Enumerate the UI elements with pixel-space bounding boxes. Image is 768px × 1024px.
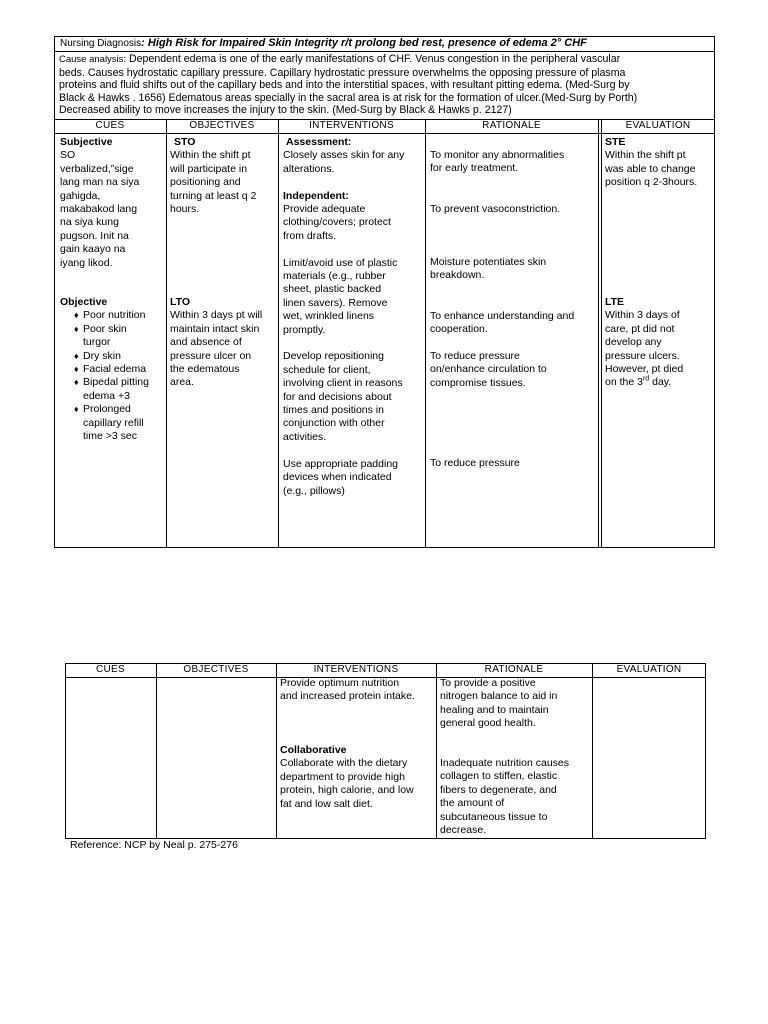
subjective-text [60, 149, 164, 270]
header-interventions: INTERVENTIONS [309, 120, 394, 131]
interventions-cell [283, 136, 424, 498]
list-item [74, 363, 164, 376]
cue-line: ♦ Poor nutrition [83, 309, 146, 322]
lte-cell [605, 296, 713, 390]
intervention-line: fat and low salt diet. [280, 797, 373, 810]
rationale-item [430, 457, 520, 470]
intervention-line: department to provide high [280, 770, 405, 783]
lte-line: pressure ulcers. [605, 349, 680, 362]
rationale-item [430, 256, 546, 283]
intervention-line: activities. [283, 430, 327, 443]
sto-line: Within the shift pt [170, 149, 251, 162]
lte-line: Within 3 days of [605, 309, 680, 322]
subjective-line: makabakod lang [60, 203, 138, 216]
intervention-line: alterations. [283, 162, 335, 175]
header-rationale: RATIONALE [484, 664, 544, 675]
collaborative-cell [280, 744, 435, 811]
lto-heading: LTO [170, 296, 191, 308]
cause-analysis-line: Black & Hawks . 1656) Edematous areas specially in the sacral area is at risk for the formation of ulcer.(Med-Surg by Porth) [59, 91, 638, 104]
list-item [74, 309, 164, 322]
subjective-line: verbalized,”sige [60, 162, 134, 175]
sto-line: turning at least q 2 [170, 189, 257, 202]
rationale-line: compromise tissues. [430, 376, 526, 389]
intervention-line: Closely asses skin for any [283, 149, 405, 162]
subjective-line: pugson. Init na [60, 229, 129, 242]
lto-line: Within 3 days pt will [170, 309, 263, 322]
intervention-line: conjunction with other [283, 417, 385, 430]
sto-line: will participate in [170, 162, 248, 175]
intervention-line: materials (e.g., rubber [283, 270, 386, 283]
sto-line: hours. [170, 203, 200, 216]
cue-line: ♦ Facial edema [83, 363, 147, 376]
assessment-heading: Assessment: [286, 136, 352, 148]
intervention-line: Develop repositioning [283, 350, 384, 363]
lto-line: and absence of [170, 336, 242, 349]
rationale-line: To provide a positive [440, 677, 536, 689]
intervention-line: wet, wrinkled linens [283, 310, 375, 323]
rationale-line: collagen to stiffen, elastic [440, 770, 558, 783]
rationale-line: Moisture potentiates skin [430, 256, 547, 268]
rationale-line: general good health. [440, 717, 536, 730]
rationale-line: on/enhance circulation to [430, 363, 547, 376]
header-cues: CUES [96, 664, 125, 675]
intervention-line: devices when indicated [283, 471, 392, 484]
intervention-line: schedule for client, [283, 363, 371, 376]
intervention-line: Collaborate with the dietary [280, 757, 408, 770]
cause-analysis-line: proteins and fluid shifts out of the capillary beds and into the interstitial spaces, with resultant pitting edema. (Med-Surg by [59, 79, 630, 92]
cues-cell [60, 136, 164, 270]
cue-line: ♦ Dry skin [83, 349, 121, 362]
rationale-line: healing and to maintain [440, 703, 549, 716]
interventions-cell-2 [280, 677, 435, 704]
objective-cues [60, 296, 164, 443]
lte-heading: LTE [605, 296, 625, 308]
rationale-line: cooperation. [430, 323, 488, 336]
intervention-line: for and decisions about [283, 390, 392, 403]
intervention-line: sheet, plastic backed [283, 283, 382, 296]
cue-line: time >3 sec [83, 430, 137, 443]
intervention-line: promptly. [283, 323, 326, 336]
intervention-line: protein, high calorie, and low [280, 784, 414, 797]
ordinal-suffix: rd [642, 375, 650, 383]
list-item [74, 376, 164, 403]
intervention-block [283, 257, 424, 337]
nursing-diagnosis-label: Nursing Diagnosis [60, 38, 142, 49]
lto-line: maintain intact skin [170, 322, 260, 335]
intervention-block [283, 350, 424, 444]
subjective-line: na siya kung [60, 216, 119, 229]
rationale-line: subcutaneous tissue to [440, 810, 548, 823]
intervention-line: (e.g., pillows) [283, 484, 345, 497]
lte-text: day. [649, 376, 672, 389]
cause-analysis-line: Decreased ability to move increases the injury to the skin. (Med-Surg by Black & Hawks p. 2127) [59, 104, 512, 117]
rationale-line: decrease. [440, 824, 487, 837]
rationale-cell-2b [440, 757, 590, 837]
header-cues: CUES [95, 120, 125, 131]
intervention-line: times and positions in [283, 404, 384, 417]
cue-line: capillary refill [83, 416, 144, 429]
rationale-line: nitrogen balance to aid in [440, 690, 558, 703]
cue-line: edema +3 [83, 389, 130, 402]
lto-line: area. [170, 376, 194, 389]
rationale-line: To reduce pressure [430, 350, 520, 362]
subjective-line: iyang likod. [60, 256, 113, 269]
intervention-line: Limit/avoid use of plastic [283, 256, 398, 269]
rationale-item [430, 149, 564, 176]
cause-analysis-line: beds. Causes hydrostatic capillary pressure. Capillary hydrostatic pressure overwhelms the opposing pressure of plasma [59, 66, 626, 79]
cue-line: ♦ Bipedal pitting [83, 376, 149, 389]
rationale-item [430, 203, 560, 216]
ste-heading: STE [605, 136, 626, 148]
subjective-heading: Subjective [60, 136, 113, 148]
nursing-diagnosis [60, 37, 710, 50]
independent-heading: Independent: [283, 189, 349, 202]
list-item [74, 403, 164, 443]
rationale-line: breakdown. [430, 269, 485, 282]
intervention-line: Use appropriate padding [283, 457, 398, 470]
list-item [74, 350, 164, 363]
rationale-line: To monitor any abnormalities [430, 149, 565, 161]
header-objectives: OBJECTIVES [183, 664, 249, 675]
intervention-line: from drafts. [283, 229, 337, 242]
rationale-line: Inadequate nutrition causes [440, 757, 570, 769]
rationale-cell-2 [440, 677, 590, 731]
nursing-diagnosis-title: : High Risk for Impaired Skin Integrity r/t prolong bed rest, presence of edema 2° CHF [141, 37, 587, 49]
objective-heading: Objective [60, 296, 108, 308]
ste-line: Within the shift pt [605, 149, 686, 162]
rationale-item [430, 350, 547, 390]
header-evaluation: EVALUATION [616, 664, 682, 675]
rationale-item [430, 310, 574, 337]
subjective-line: SO [60, 149, 76, 162]
cue-line: turgor [83, 336, 111, 349]
lto-line: the edematous [170, 363, 240, 376]
lte-text: on the 3 [605, 376, 643, 389]
intervention-line: and increased protein intake. [280, 690, 415, 703]
subjective-line: gain kaayo na [60, 243, 126, 256]
reference-note: Reference: NCP by Neal p. 275-276 [70, 839, 238, 851]
lte-line: care, pt did not [605, 322, 675, 335]
sto-line: positioning and [170, 176, 241, 189]
ste-cell [605, 136, 713, 190]
header-rationale: RATIONALE [482, 120, 541, 131]
lto-cell [170, 296, 276, 390]
intervention-block [283, 203, 424, 243]
intervention-block [283, 458, 424, 498]
cue-line: ♦ Poor skin [83, 322, 127, 335]
list-item [74, 323, 164, 350]
sto-heading: STO [174, 136, 196, 148]
rationale-line: the amount of [440, 797, 505, 810]
rationale-line: fibers to degenerate, and [440, 783, 557, 796]
intervention-line: Provide adequate [283, 203, 366, 216]
lte-line: develop any [605, 336, 662, 349]
intervention-line: Provide optimum nutrition [280, 677, 400, 689]
cue-line: ♦ Prolonged [83, 403, 131, 416]
subjective-line: gahigda, [60, 189, 101, 202]
cause-analysis [59, 53, 711, 117]
rationale-line: To prevent vasoconstriction. [430, 203, 561, 215]
header-interventions: INTERVENTIONS [313, 664, 399, 675]
rationale-line: To reduce pressure [430, 457, 520, 469]
lto-line: pressure ulcer on [170, 349, 252, 362]
lte-line [605, 376, 713, 389]
ste-line: position q 2-3hours. [605, 176, 698, 189]
rationale-line: for early treatment. [430, 162, 519, 175]
subjective-line: lang man na siya [60, 176, 140, 189]
sto-cell [170, 136, 276, 216]
objective-cue-list [60, 309, 164, 443]
intervention-line: involving client in reasons [283, 377, 403, 390]
ste-line: was able to change [605, 162, 696, 175]
rationale-line: To enhance understanding and [430, 310, 575, 322]
intervention-line: linen savers). Remove [283, 296, 388, 309]
header-evaluation: EVALUATION [625, 120, 691, 131]
cause-analysis-line: Dependent edema is one of the early manifestations of CHF. Venus congestion in the peripheral vascular [126, 53, 621, 65]
cause-analysis-label: Cause analysis: [59, 54, 127, 65]
header-objectives: OBJECTIVES [189, 120, 255, 131]
collaborative-heading: Collaborative [280, 744, 347, 756]
lte-line: However, pt died [605, 363, 684, 376]
intervention-line: clothing/covers; protect [283, 216, 391, 229]
